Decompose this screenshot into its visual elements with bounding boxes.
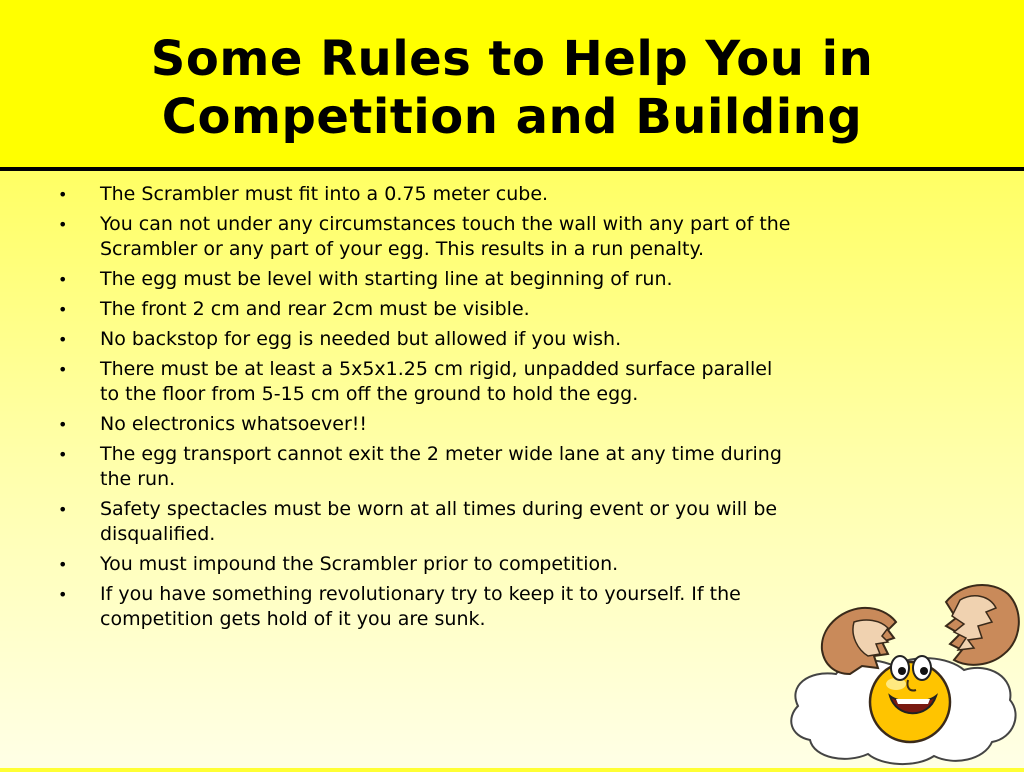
bullet-icon: •: [58, 330, 68, 349]
rule-text: No electronics whatsoever!!: [100, 413, 368, 435]
rule-text: The front 2 cm and rear 2cm must be visible.: [100, 298, 530, 320]
rule-text: You must impound the Scrambler prior to competition.: [100, 553, 619, 575]
rule-text: There must be at least a 5x5x1.25 cm rigid, unpadded surface parallel to the floor from 5-15 cm off the ground to hold the egg.: [100, 358, 773, 405]
rule-item: [56, 442, 796, 492]
teeth-shape: [896, 699, 930, 704]
rules-list: [56, 182, 796, 637]
bullet-icon: •: [58, 270, 68, 289]
rule-text: Safety spectacles must be worn at all times during event or you will be disqualified.: [100, 498, 778, 545]
rule-item: [56, 357, 796, 407]
slide-title: [0, 30, 1024, 146]
rule-text: You can not under any circumstances touch the wall with any part of the Scrambler or any part of your egg. This results in a run penalty.: [100, 213, 791, 260]
rule-item: [56, 412, 796, 437]
rule-text: The egg must be level with starting line at beginning of run.: [100, 268, 673, 290]
bullet-icon: •: [58, 300, 68, 319]
rule-item: [56, 182, 796, 207]
rule-text: If you have something revolutionary try to keep it to yourself. If the competition gets hold of it you are sunk.: [100, 583, 741, 630]
bullet-icon: •: [58, 215, 68, 234]
rule-item: [56, 267, 796, 292]
rule-text: The egg transport cannot exit the 2 meter wide lane at any time during the run.: [100, 443, 782, 490]
left-pupil-shape: [898, 667, 906, 675]
rule-item: [56, 582, 796, 632]
bullet-icon: •: [58, 585, 68, 604]
rule-item: [56, 212, 796, 262]
title-band: [0, 0, 1024, 168]
bullet-icon: •: [58, 445, 68, 464]
bullet-icon: •: [58, 500, 68, 519]
rule-item: [56, 297, 796, 322]
rule-item: [56, 497, 796, 547]
rule-item: [56, 327, 796, 352]
rule-text: No backstop for egg is needed but allowed if you wish.: [100, 328, 622, 350]
title-line-1: Some Rules to Help You in: [150, 31, 874, 87]
bullet-icon: •: [58, 360, 68, 379]
title-divider: [0, 167, 1024, 171]
rule-item: [56, 552, 796, 577]
bullet-icon: •: [58, 185, 68, 204]
rule-text: The Scrambler must fit into a 0.75 meter cube.: [100, 183, 549, 205]
right-pupil-shape: [920, 667, 928, 675]
bullet-icon: •: [58, 415, 68, 434]
cracked-egg-cartoon-icon: [778, 578, 1024, 768]
bullet-icon: •: [58, 555, 68, 574]
title-line-2: Competition and Building: [161, 89, 863, 145]
